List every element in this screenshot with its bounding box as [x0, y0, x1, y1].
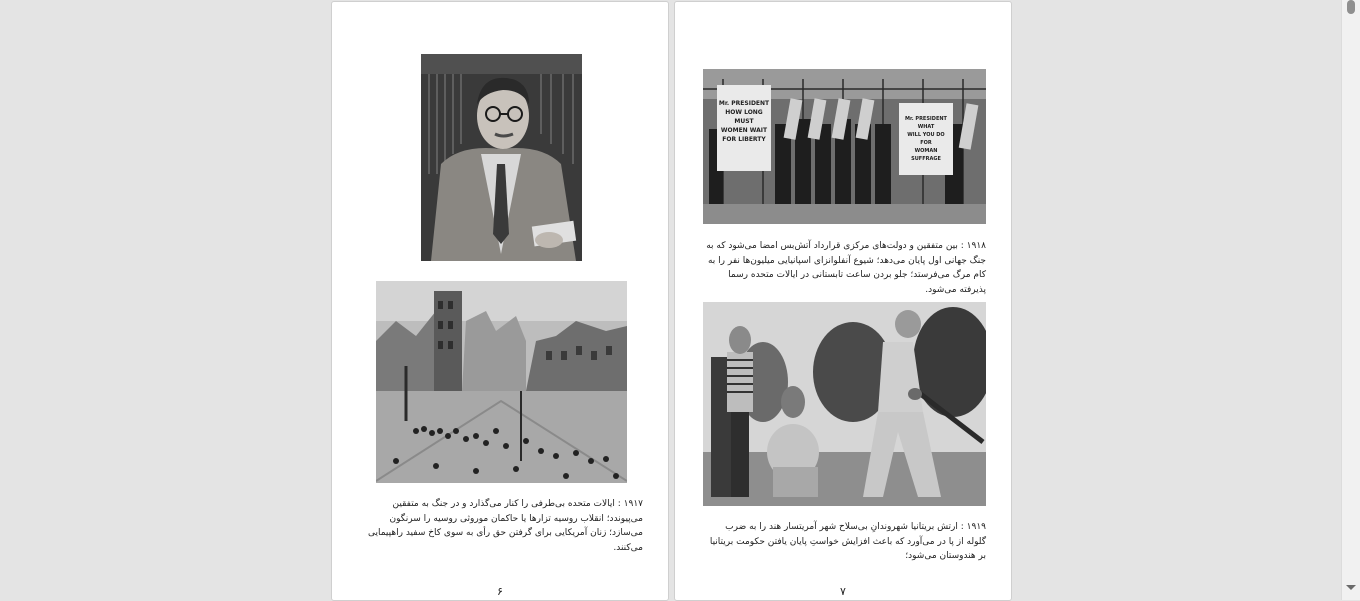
page-number: ۷ — [840, 585, 846, 598]
caption-1919: ۱۹۱۹ : ارتش بریتانیا شهروندانِ بی‌سلاح شهر آمریتسار هند را به ضرب گلوله از پا در می‌آورد که باعث افزایش خواستِ پایان یافتن حکومت بریتانیا بر هندوستان می‌شود؛ — [709, 522, 986, 561]
baseball-masks-photo — [703, 302, 986, 506]
scroll-thumb[interactable] — [1347, 0, 1355, 14]
protest-sign-left: Mr. PRESIDENT HOW LONG MUST WOMEN WAIT FOR LIBERTY — [718, 100, 770, 143]
caption-1918: ۱۹۱۸ : بین متفقین و دولت‌های مرکزی قرارداد آتش‌بس امضا می‌شود که به جنگ جهانی اول پایان می‌دهد؛ شیوع آنفلوانزای اسپانیایی میلیون‌ها نفر را به کام مرگ می‌فرستد؛ جلو بردن ساعت تابستانی در ایالات متحده رسما پذیرفته می‌شود. — [706, 241, 986, 295]
suffrage-protest-photo — [703, 69, 986, 224]
scroll-down-arrow-icon[interactable] — [1346, 585, 1356, 590]
page-7 — [674, 1, 1012, 601]
page-number: ۶ — [497, 585, 503, 598]
protest-sign-right: Mr. PRESIDENT WHAT WILL YOU DO FOR WOMAN SUFFRAGE — [905, 116, 947, 162]
page-6 — [331, 1, 669, 601]
caption-1917: ۱۹۱۷ : ایالات متحده بی‌طرفی را کنار می‌گذارد و در جنگ به متفقین می‌پیوندد؛ انقلاب روسیه تزارها یا حاکمان موروثی روسیه را سرنگون می‌سازد؛ زنان آمریکایی برای گرفتن حق رأی به سوی کاخ سفید راهپیمایی می‌کنند. — [367, 499, 643, 553]
vertical-scrollbar[interactable] — [1341, 0, 1360, 600]
city-ruins-photo — [376, 281, 627, 483]
portrait-photo — [421, 54, 582, 261]
